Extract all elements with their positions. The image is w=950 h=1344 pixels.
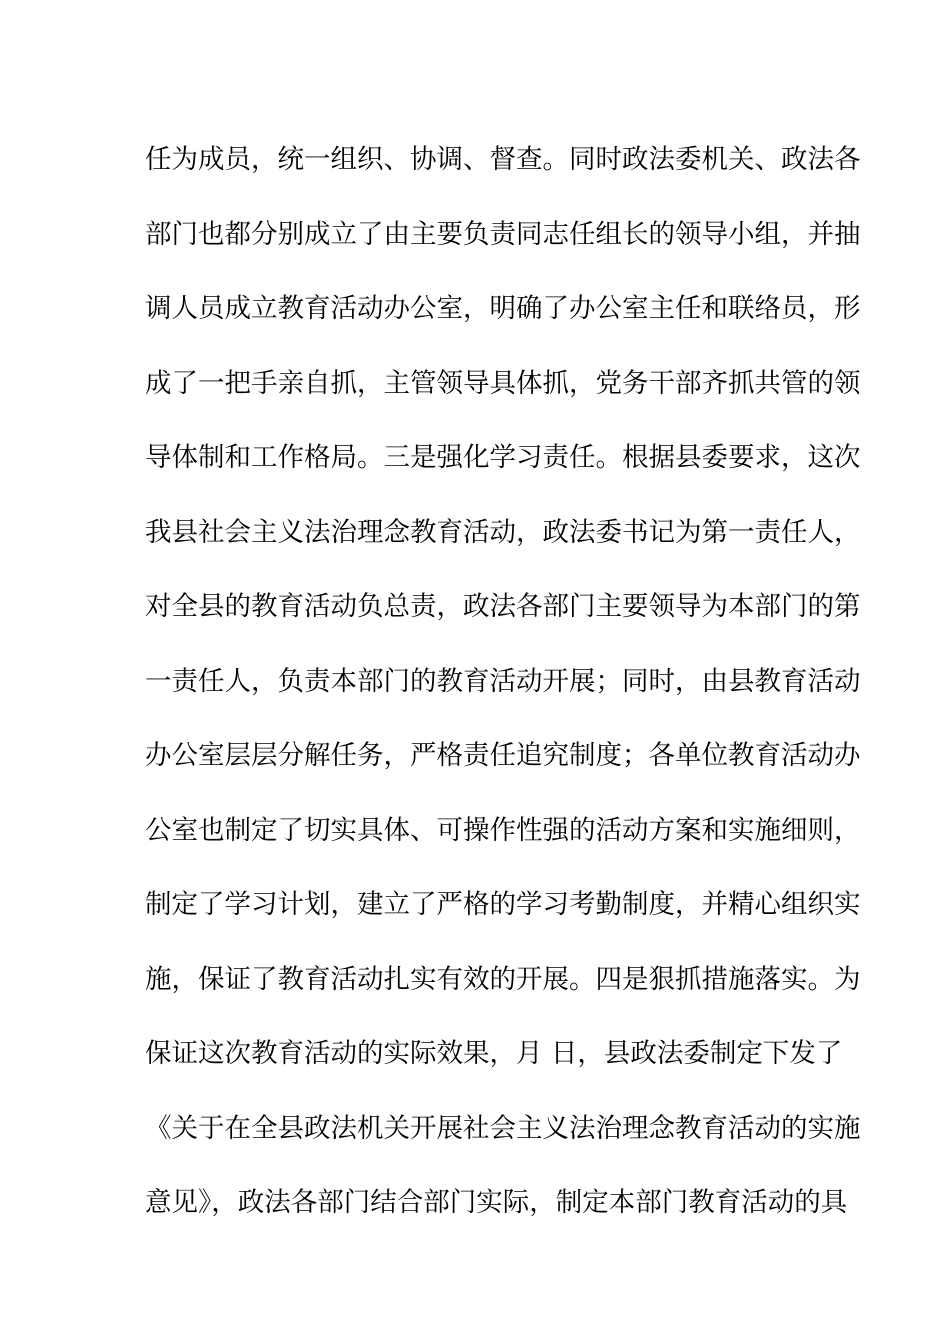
text-line-1: 任为成员，统一组织、协调、督查。同时政法委机关、政法各 xyxy=(145,144,861,175)
text-line-6: 我县社会主义法治理念教育活动，政法委书记为第一责任人， xyxy=(145,516,861,548)
text-line-11: 制定了学习计划，建立了严格的学习考勤制度，并精心组织实 xyxy=(145,889,861,920)
text-line-3: 调人员成立教育活动办公室，明确了办公室主任和联络员，形 xyxy=(145,293,861,324)
text-line-2: 部门也都分别成立了由主要负责同志任组长的领导小组，并抽 xyxy=(145,218,861,250)
body-text xyxy=(145,132,861,1250)
text-line-12: 施，保证了教育活动扎实有效的开展。四是狠抓措施落实。为 xyxy=(145,963,861,995)
text-line-5: 导体制和工作格局。三是强化学习责任。根据县委要求，这次 xyxy=(145,442,861,473)
text-line-8: 一责任人，负责本部门的教育活动开展；同时，由县教育活动 xyxy=(145,665,861,697)
text-line-7: 对全县的教育活动负总责，政法各部门主要领导为本部门的第 xyxy=(145,591,861,622)
text-line-9: 办公室层层分解任务，严格责任追究制度；各单位教育活动办 xyxy=(145,740,861,771)
text-line-4: 成了一把手亲自抓，主管领导具体抓，党务干部齐抓共管的领 xyxy=(145,367,861,399)
text-line-14: 《关于在全县政法机关开展社会主义法治理念教育活动的实施 xyxy=(145,1112,861,1144)
text-line-13: 保证这次教育活动的实际效果，月 日，县政法委制定下发了 xyxy=(145,1038,843,1069)
text-line-15: 意见》，政法各部门结合部门实际，制定本部门教育活动的具 xyxy=(145,1187,848,1218)
text-line-10: 公室也制定了切实具体、可操作性强的活动方案和实施细则， xyxy=(145,814,861,846)
